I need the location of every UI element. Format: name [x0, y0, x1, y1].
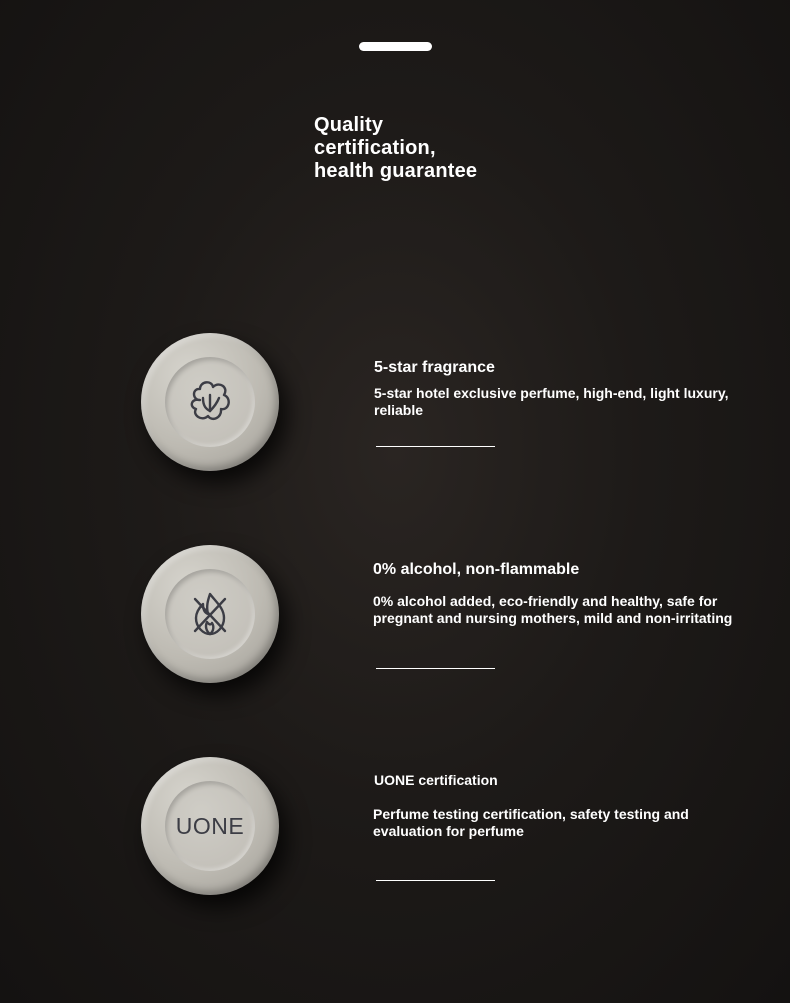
- badge-inner: [165, 357, 255, 447]
- badge-inner: [165, 569, 255, 659]
- feature-title: 0% alcohol, non-flammable: [373, 561, 580, 578]
- feature-description: 5-star hotel exclusive perfume, high-end, light luxury, reliable: [374, 385, 729, 418]
- feature-description: 0% alcohol added, eco-friendly and healthy, safe for pregnant and nursing mothers, mild and non-irritating: [373, 593, 733, 626]
- feature-badge: [141, 333, 279, 471]
- divider-line: [376, 668, 495, 669]
- headline-line-2: certification,: [314, 137, 436, 159]
- feature-badge: [141, 757, 279, 895]
- feature-uone-certification: [0, 757, 790, 907]
- feature-title: UONE certification: [374, 772, 498, 788]
- top-indicator-bar: [359, 42, 432, 51]
- headline-line-3: health guarantee: [314, 160, 478, 182]
- no-fire-icon: [186, 590, 234, 638]
- badge-inner: [165, 781, 255, 871]
- feature-description: Perfume testing certification, safety testing and evaluation for perfume: [373, 806, 689, 839]
- feature-title: 5-star fragrance: [374, 359, 495, 376]
- feature-alcohol-free: [0, 545, 790, 695]
- feature-badge: [141, 545, 279, 683]
- uone-logo: UONE: [175, 813, 245, 839]
- feature-fragrance: [0, 333, 790, 483]
- divider-line: [376, 446, 495, 447]
- cotton-flower-icon: [186, 378, 234, 426]
- headline-line-1: Quality: [314, 114, 384, 136]
- page-headline: [314, 114, 554, 183]
- divider-line: [376, 880, 495, 881]
